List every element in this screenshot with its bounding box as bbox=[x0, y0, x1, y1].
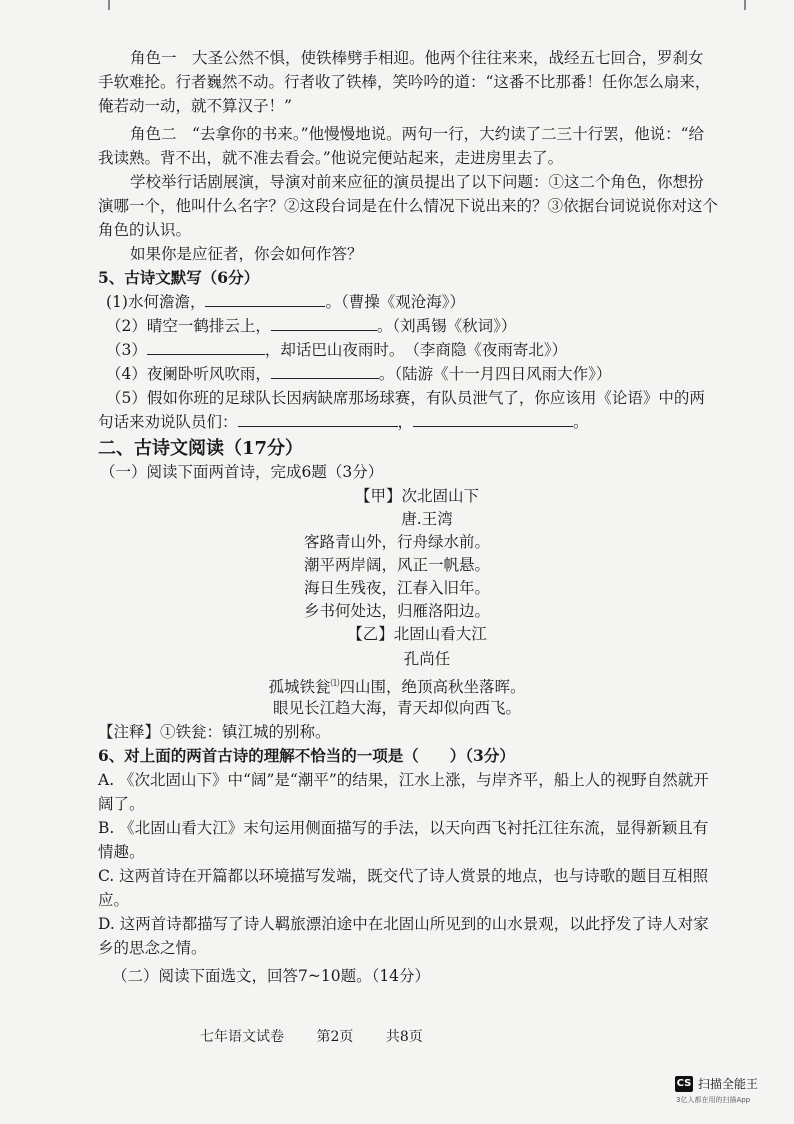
footer-page-number: 第2页 bbox=[316, 1029, 354, 1045]
answer-blank[interactable] bbox=[413, 410, 573, 427]
scan-mark bbox=[744, 0, 746, 10]
footer-total-pages: 共8页 bbox=[385, 1029, 423, 1045]
q5-l4-prefix: （4）夜阑卧听风吹雨， bbox=[106, 365, 271, 383]
q5-title: 5、古诗文默写（6分） bbox=[98, 268, 260, 287]
scan-mark bbox=[108, 0, 110, 10]
role-one-paragraph: 角色一 大圣公然不惧，使铁棒劈手相迎。他两个往往来来，战经五七回合，罗刹女手软难抡。行者巍然不动。行者收了铁棒，笑吟吟的道：“这番不比那番！任你怎么扇来，俺若动一动，就不算汉子！” bbox=[98, 49, 711, 115]
footer-exam-name: 七年语文试卷 bbox=[200, 1029, 284, 1045]
answer-blank[interactable] bbox=[205, 290, 325, 307]
q5-line-5: （5）假如你班的足球队长因病缺席那场球赛，有队员泄气了，你应该用《论语》中的两 bbox=[106, 389, 705, 407]
q6-option-c: C. 这两首诗在开篇都以环境描写发端，既交代了诗人赏景的地点，也与诗歌的题目互相照应。 bbox=[98, 867, 709, 909]
q5-l2-prefix: （2）晴空一鹤排云上， bbox=[106, 317, 271, 335]
task-paragraph: 学校举行话剧展演，导演对前来应征的演员提出了以下问题：①这二个角色，你想扮演哪一个，他叫什么名字？②这段台词是在什么情况下说出来的？③依据台词说说你对这个角色的认识。 bbox=[98, 173, 719, 239]
q5-line-2 bbox=[106, 314, 516, 338]
poem2-title: 【乙】北固山看大江 bbox=[347, 625, 487, 643]
poem1-line: 客路青山外，行舟绿水前。 bbox=[303, 533, 490, 551]
poem1-line: 海日生残夜，江春入旧年。 bbox=[303, 579, 490, 597]
answer-blank[interactable] bbox=[147, 338, 265, 355]
poem2-line1-start: 孤城铁瓮 bbox=[268, 678, 331, 697]
q6-title: 6、对上面的两首古诗的理解不恰当的一项是（ ）（3分） bbox=[98, 746, 515, 765]
poem2-line: 眼见长江趋大海，青天却似向西飞。 bbox=[272, 699, 521, 717]
q5-l5-comma: ， bbox=[397, 413, 414, 431]
answer-blank[interactable] bbox=[271, 314, 377, 331]
q6-option-d: D. 这两首诗都描写了诗人羁旅漂泊途中在北固山所见到的山水景观，以此抒发了诗人对家乡的思念之情。 bbox=[98, 915, 709, 957]
q5-l2-suffix: 。（刘禹锡《秋词》） bbox=[376, 317, 517, 335]
q6-option-b: B. 《北固山看大江》末句运用侧面描写的手法，以天向西飞衬托江往东流，显得新颖且有情趣。 bbox=[98, 819, 709, 861]
poem1-line: 潮平两岸阔，风正一帆悬。 bbox=[303, 556, 490, 574]
q5-l4-suffix: 。（陆游《十一月四日风雨大作》） bbox=[378, 365, 612, 383]
poem1-author: 唐.王湾 bbox=[401, 510, 453, 528]
scanner-logo-icon: CS bbox=[675, 1076, 693, 1092]
answer-blank[interactable] bbox=[238, 410, 398, 427]
section-2-title: 二、古诗文阅读（17分） bbox=[98, 438, 304, 459]
q5-line-4 bbox=[106, 362, 611, 386]
poem1-line: 乡书何处达，归雁洛阳边。 bbox=[303, 602, 490, 620]
q5-line-5-cont bbox=[98, 410, 589, 434]
q5-l5-end: 。 bbox=[573, 413, 589, 431]
footnote-marker: ⑴ bbox=[330, 679, 340, 689]
q5-l1-prefix: (1)水何澹澹， bbox=[106, 293, 206, 311]
q5-l1-suffix: 。（曹操《观沧海》） bbox=[325, 293, 465, 311]
question-paragraph: 如果你是应征者，你会如何作答？ bbox=[130, 245, 363, 263]
q6-option-a: A. 《次北固山下》中“阔”是“潮平”的结果，江水上涨，与岸齐平，船上人的视野自然就开阔了。 bbox=[98, 771, 709, 813]
q5-l5-prefix: 句话来劝说队员们： bbox=[98, 413, 238, 431]
q5-l3-prefix: （3） bbox=[106, 341, 147, 359]
q5-line-3 bbox=[106, 338, 567, 362]
q5-l3-suffix: ，却话巴山夜雨时。 （李商隐《夜雨寄北》） bbox=[264, 341, 568, 359]
poem-note: 【注释】①铁瓮：镇江城的别称。 bbox=[98, 723, 331, 741]
page-footer bbox=[200, 1026, 451, 1046]
answer-blank[interactable] bbox=[271, 362, 379, 379]
role-two-paragraph: 角色二 “去拿你的书来。”他慢慢地说。两句一行，大约读了二三十行罢，他说：“给我读熟。背不出，就不准去看会。”他说完便站起来，走进房里去了。 bbox=[98, 125, 705, 167]
poem2-line1-end: 四山围，绝顶高秋坐落晖。 bbox=[339, 678, 526, 697]
scanner-app-name: 扫描全能王 bbox=[698, 1077, 759, 1091]
section-2-sub2: （二）阅读下面选文，回答7~10题。（14分） bbox=[112, 967, 431, 985]
scanner-tagline: 3亿人都在用的扫描App bbox=[676, 1096, 751, 1104]
q5-line-1 bbox=[106, 290, 465, 314]
poem1-title: 【甲】次北固山下 bbox=[354, 487, 479, 505]
section-2-sub1: （一）阅读下面两首诗，完成6题（3分） bbox=[100, 463, 384, 481]
poem2-author: 孔尚任 bbox=[403, 650, 451, 668]
